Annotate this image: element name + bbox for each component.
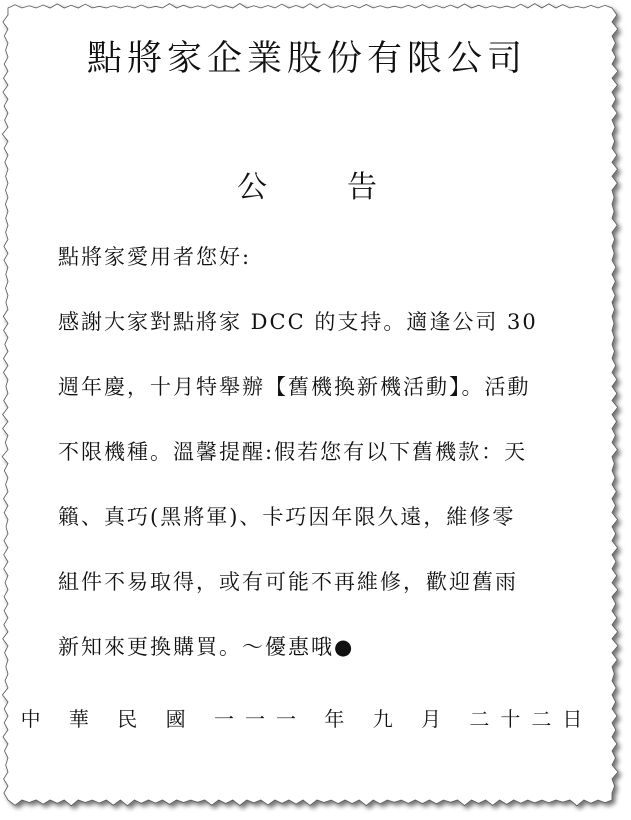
heading-char-right: 告 — [347, 170, 377, 205]
notice-heading — [0, 166, 614, 210]
body-line: 組件不易取得，或有可能不再維修，歡迎舊雨 — [58, 570, 518, 594]
greeting-line: 點將家愛用者您好: — [58, 245, 252, 269]
body-line: 週年慶，十月特舉辦【舊機換新機活動】。活動 — [58, 375, 531, 399]
body-line: 新知來更換購買。～優惠哦● — [58, 635, 355, 659]
company-name: 點將家企業股份有限公司 — [86, 39, 527, 79]
notice-body — [58, 305, 598, 695]
body-line: 感謝大家對點將家 DCC 的支持。適逢公司 30 — [58, 310, 538, 334]
heading-char-left: 公 — [237, 170, 267, 205]
body-line: 不限機種。溫馨提醒:假若您有以下舊機款：天 — [58, 440, 528, 464]
notice-date: 中 華 民 國 一一一 年 九 月 二十二日 — [20, 707, 594, 731]
body-line: 籟、真巧(黑將軍)、卡巧因年限久遠，維修零 — [58, 505, 516, 529]
